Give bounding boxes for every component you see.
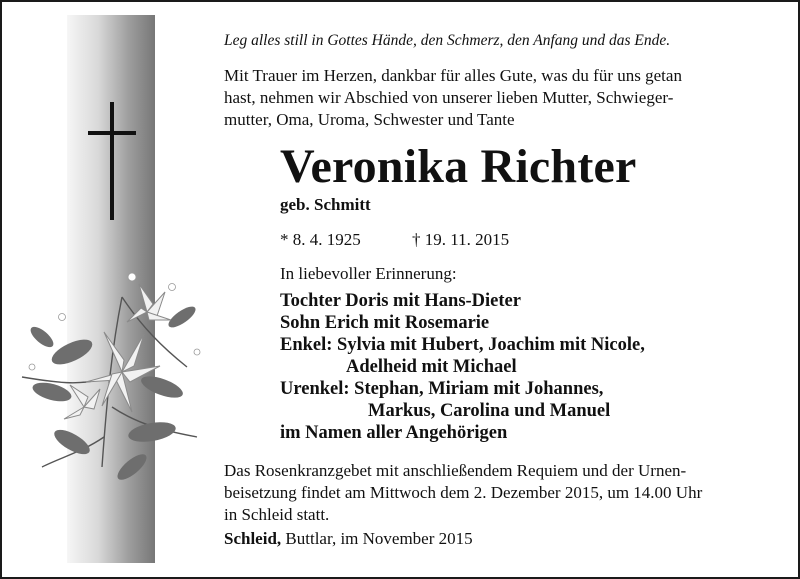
- mourner-line: Tochter Doris mit Hans-Dieter: [280, 291, 521, 311]
- intro-line: Mit Trauer im Herzen, dankbar für alles Gute, was du für uns getan: [224, 66, 682, 85]
- lily-bouquet-icon: [12, 257, 212, 487]
- death-date: † 19. 11. 2015: [412, 230, 510, 249]
- birth-date: * 8. 4. 1925: [280, 230, 361, 249]
- intro-line: hast, nehmen wir Abschied von unserer lieben Mutter, Schwieger-: [224, 88, 674, 107]
- mourner-line: im Namen aller Angehörigen: [280, 423, 508, 443]
- mourner-line: Enkel: Sylvia mit Hubert, Joachim mit Nicole,: [280, 335, 645, 355]
- mourner-line: Markus, Carolina und Manuel: [368, 401, 611, 421]
- memory-label: In liebevoller Erinnerung:: [280, 264, 457, 283]
- service-line: in Schleid statt.: [224, 505, 330, 524]
- intro-text: [224, 65, 764, 131]
- cross-icon: [88, 102, 138, 222]
- service-line: beisetzung findet am Mittwoch dem 2. Dezember 2015, um 14.00 Uhr: [224, 483, 703, 502]
- place-date: [224, 529, 473, 549]
- place-rest: Buttlar, im November 2015: [281, 529, 473, 548]
- mourner-line: Sohn Erich mit Rosemarie: [280, 313, 490, 333]
- deceased-name: Veronika Richter: [280, 140, 637, 193]
- mourners-list: [280, 290, 645, 444]
- mourner-line: Urenkel: Stephan, Miriam mit Johannes,: [280, 379, 604, 399]
- service-line: Das Rosenkranzgebet mit anschließendem Requiem und der Urnen-: [224, 461, 687, 480]
- service-text: [224, 460, 764, 526]
- place-town: Schleid,: [224, 529, 282, 548]
- motto: Leg alles still in Gottes Hände, den Schmerz, den Anfang und das Ende.: [224, 32, 671, 49]
- maiden-name: geb. Schmitt: [280, 195, 371, 214]
- intro-line: mutter, Oma, Uroma, Schwester und Tante: [224, 110, 515, 129]
- mourner-line: Adelheid mit Michael: [346, 357, 517, 377]
